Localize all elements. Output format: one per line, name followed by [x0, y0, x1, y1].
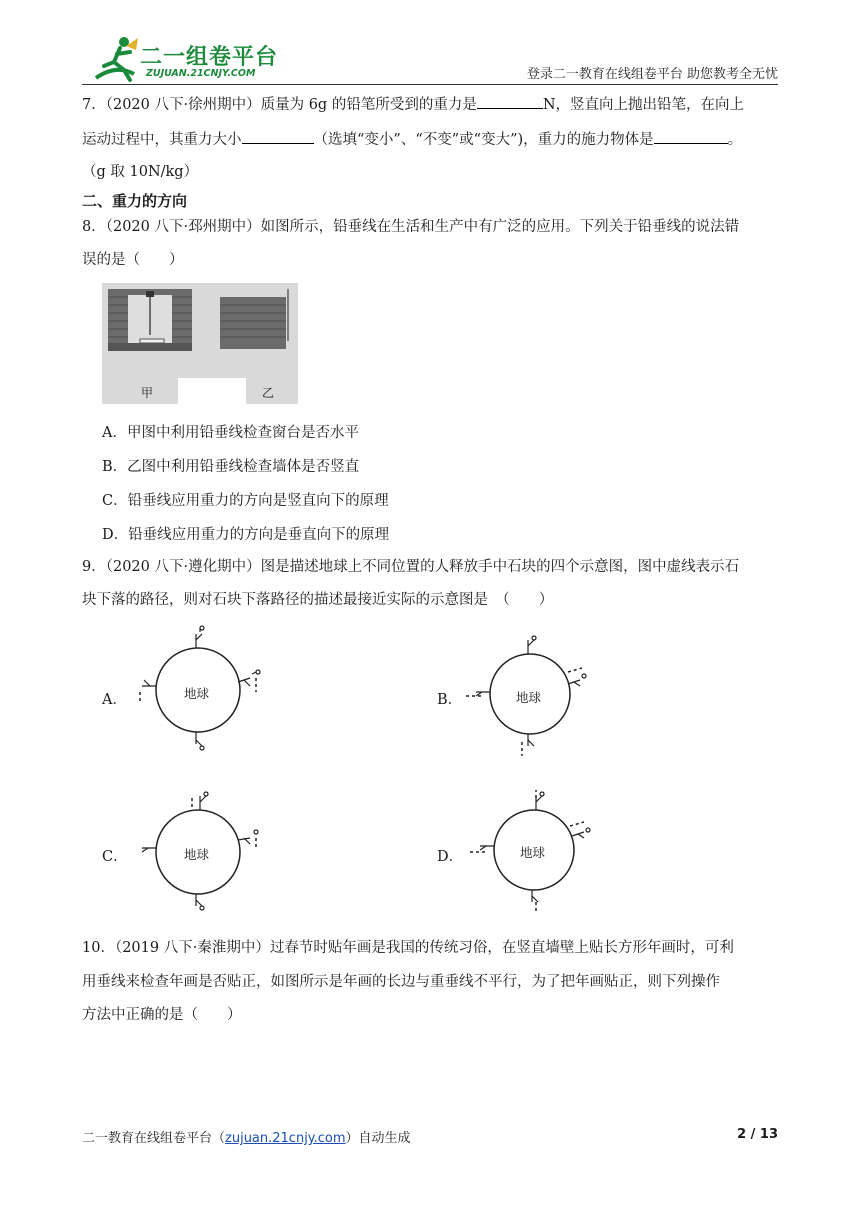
photo-label-left: 甲 — [141, 386, 154, 400]
logo-url-text: ZUJUAN.21CNJY.COM — [146, 68, 256, 79]
globe-label: 地球 — [184, 686, 210, 701]
q7-text-a: 7．（2020 八下·徐州期中）质量为 6g 的铅笔所受到的重力是 — [82, 97, 477, 113]
option-b[interactable]: B．乙图中利用铅垂线检查墙体是否竖直 — [102, 459, 360, 475]
q7-text-e: 。 — [727, 132, 743, 148]
question-7-line-1 — [82, 94, 778, 115]
question-9-line-1: 9．（2020 八下·遵化期中）图是描述地球上不同位置的人释放手中石块的四个示意图，图中虚线表示石 — [82, 559, 740, 575]
photo-label-right: 乙 — [262, 386, 275, 400]
question-8-line-1: 8．（2020 八下·邳州期中）如图所示，铅垂线在生活和生产中有广泛的应用。下列关于铅垂线的说法错 — [82, 219, 740, 235]
q7-text-c: 运动过程中，其重力大小 — [82, 132, 242, 148]
footer-link[interactable]: zujuan.21cnjy.com — [225, 1131, 346, 1146]
footer-text-b: ）自动生成 — [345, 1131, 411, 1146]
footer-text-a: 二一教育在线组卷平台（ — [82, 1131, 226, 1146]
globe-label: 地球 — [516, 690, 542, 705]
header-slogan[interactable]: 登录二一教育在线组卷平台 助您教考全无忧 — [526, 67, 778, 82]
choice-d-label[interactable]: D． — [437, 849, 464, 865]
globe-label: 地球 — [520, 845, 546, 860]
answer-blank[interactable] — [242, 129, 314, 144]
question-7-line-2 — [82, 129, 778, 150]
question-8-line-2: 误的是（ ） — [82, 252, 184, 268]
question-10-line-1: 10．（2019 八下·秦淮期中）过春节时贴年画是我国的传统习俗，在竖直墙壁上贴长方形年画时，可利 — [82, 940, 734, 956]
logo-text: 二一组卷平台 — [140, 45, 279, 70]
option-d[interactable]: D．铅垂线应用重力的方向是垂直向下的原理 — [102, 527, 390, 543]
choice-b-label[interactable]: B． — [437, 692, 463, 708]
option-a[interactable]: A．甲图中利用铅垂线检查窗台是否水平 — [102, 425, 359, 441]
header-divider — [82, 84, 778, 85]
answer-blank[interactable] — [654, 129, 728, 144]
page-number: 2 / 13 — [737, 1127, 778, 1142]
question-10-line-2: 用垂线来检查年画是否贴正，如图所示是年画的长边与重垂线不平行，为了把年画贴正，则下列操作 — [82, 974, 720, 990]
q7-text-b: N，竖直向上抛出铅笔，在向上 — [542, 97, 745, 113]
footer-source — [82, 1127, 411, 1146]
choice-a-label[interactable]: A． — [102, 692, 127, 708]
globe-label: 地球 — [184, 847, 210, 862]
question-10-line-3: 方法中正确的是（ ） — [82, 1007, 242, 1023]
option-c[interactable]: C．铅垂线应用重力的方向是竖直向下的原理 — [102, 493, 389, 509]
question-9-line-2: 块下落的路径，则对石块下落路径的描述最接近实际的示意图是 （ ） — [82, 592, 554, 608]
question-7-line-3: （g 取 10N/kg） — [82, 164, 199, 180]
q7-text-d: （选填“变小”、“不变”或“变大”)，重力的施力物体是 — [313, 132, 654, 148]
choice-c-label[interactable]: C． — [102, 849, 128, 865]
answer-blank[interactable] — [477, 94, 543, 109]
section-title: 二、重力的方向 — [82, 192, 188, 210]
